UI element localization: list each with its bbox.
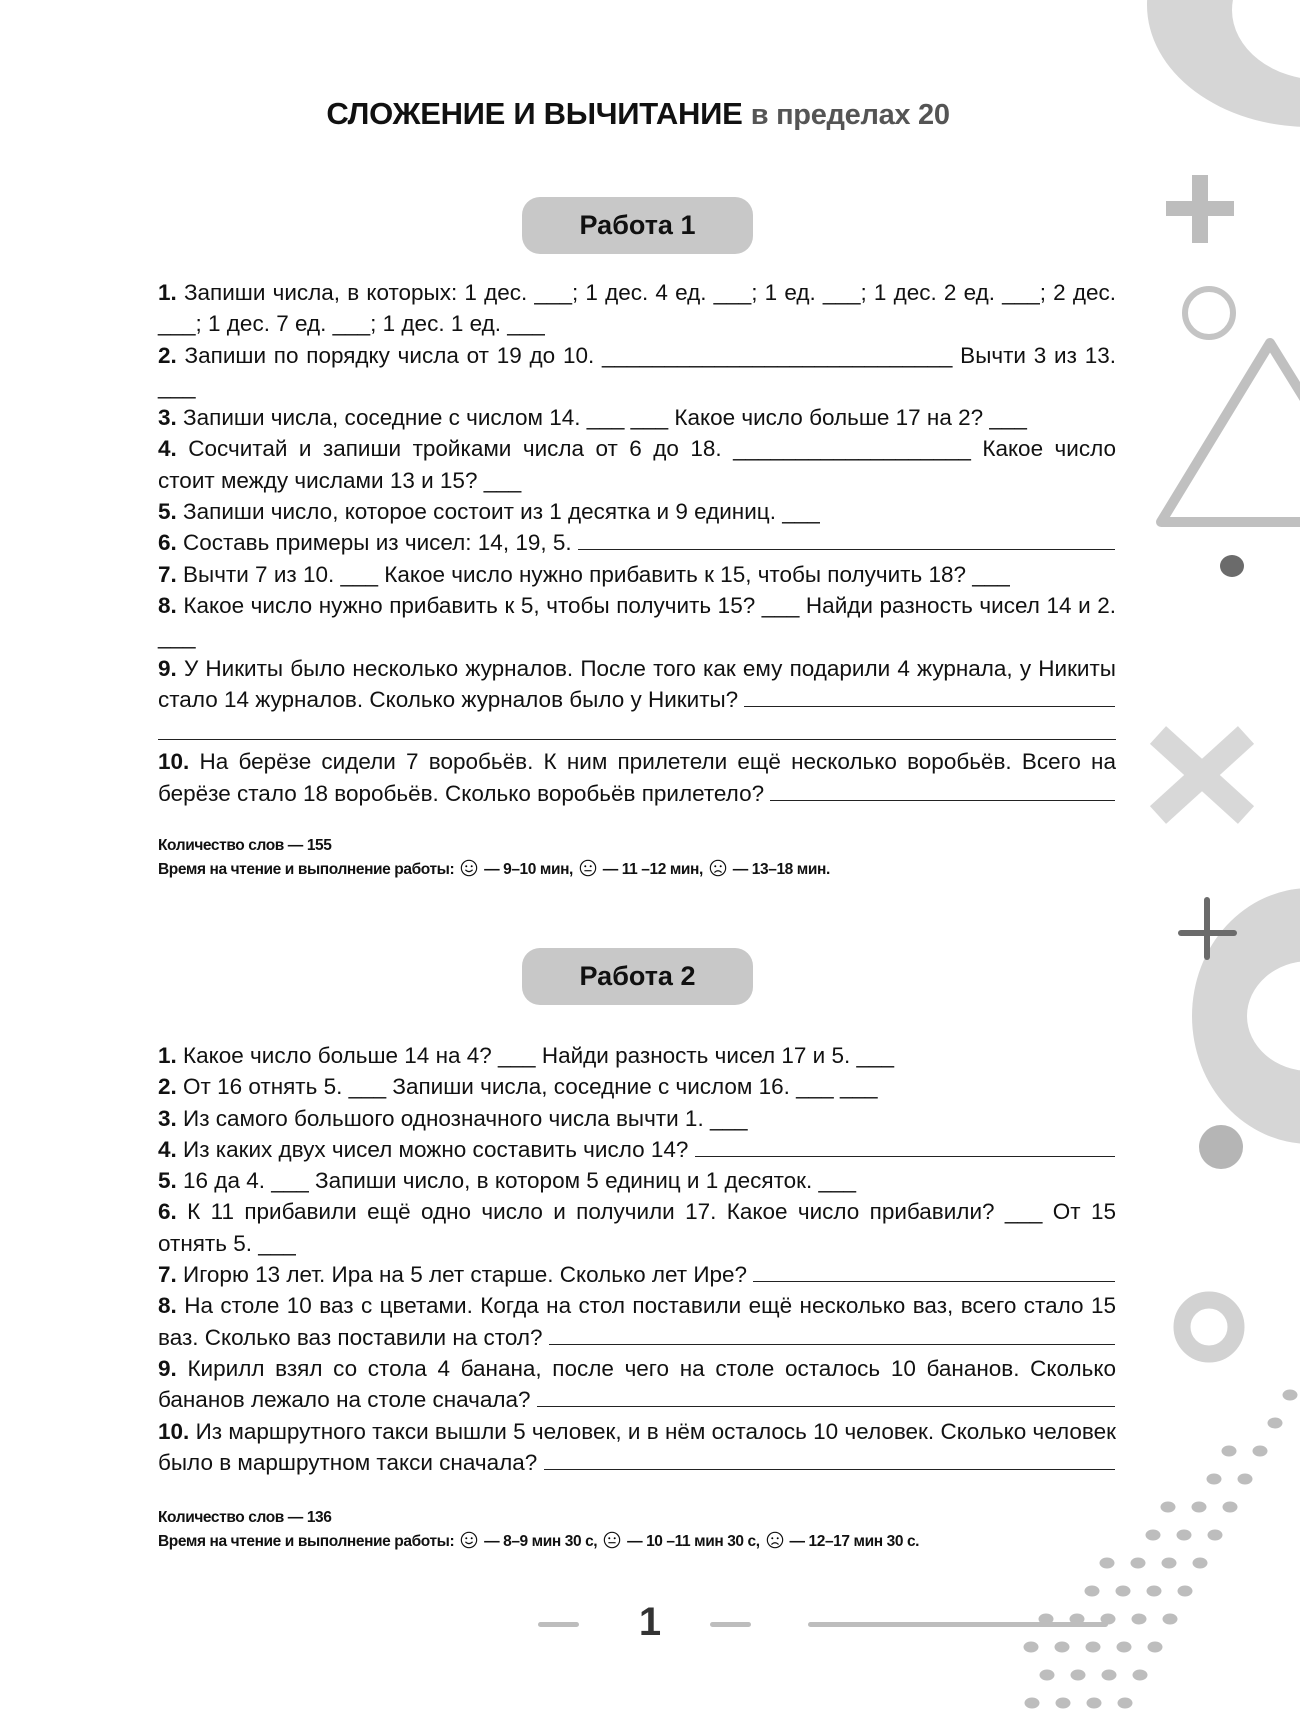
dot — [1207, 1474, 1222, 1485]
dot — [1086, 1642, 1101, 1653]
answer-blank[interactable] — [770, 799, 1115, 801]
gray-dot-icon — [1199, 1125, 1243, 1169]
dot — [1133, 1670, 1148, 1681]
dot — [1163, 1614, 1178, 1625]
dot — [1132, 1614, 1147, 1625]
time-mid: — 11 –12 мин, — [602, 861, 703, 878]
dot — [1147, 1586, 1162, 1597]
page-line-right — [710, 1622, 751, 1627]
dot — [1162, 1558, 1177, 1569]
task-text: Запиши числа, соседние с числом 14. ___ ___ Какое число больше 17 на 2? ___ — [183, 405, 1027, 431]
dot — [1283, 1390, 1298, 1401]
task-item — [158, 590, 1116, 653]
task-text: Запиши числа, в которых: 1 дес. ___; 1 дес. 4 ед. ___; 1 ед. ___; 1 дес. 2 ед. ___; 2 дес. ___; 1 дес. 7 ед. ___; 1 дес. 1 ед. ___ — [158, 280, 1116, 337]
task-text: К 11 прибавили ещё одно число и получили 17. Какое число прибавили? ___ От 15 отнять 5. ___ — [158, 1199, 1116, 1256]
plus-icon — [1166, 175, 1234, 243]
small-ring-icon — [1185, 289, 1233, 337]
task-item — [158, 653, 1116, 716]
dot — [1148, 1642, 1163, 1653]
time-good: — 8–9 мин 30 с, — [484, 1533, 598, 1550]
dot — [1208, 1530, 1223, 1541]
work-1-footer — [158, 834, 830, 882]
task-number: 3. — [158, 405, 177, 431]
time-label: Время на чтение и выполнение работы: — [158, 1533, 455, 1550]
dot — [1223, 1502, 1238, 1513]
task-item — [158, 1103, 1116, 1134]
task-item — [158, 1165, 1116, 1196]
task-item — [158, 277, 1116, 340]
task-text: От 16 отнять 5. ___ Запиши числа, соседние с числом 16. ___ ___ — [183, 1074, 878, 1100]
task-number: 3. — [158, 1105, 177, 1131]
task-number: 6. — [158, 1199, 177, 1225]
time-info — [158, 858, 830, 882]
task-text: Запиши по порядку числа от 19 до 10. ____________________________ Вычти 3 из 13. ___ — [158, 342, 1116, 399]
dot — [1131, 1558, 1146, 1569]
task-item — [158, 1416, 1116, 1479]
title-main: СЛОЖЕНИЕ И ВЫЧИТАНИЕ — [326, 96, 743, 131]
task-number: 9. — [158, 1355, 177, 1381]
smiley-happy-icon — [460, 1531, 478, 1549]
small-ring-lower-icon — [1182, 1300, 1236, 1354]
task-text: Какое число больше 14 на 4? ___ Найди разность чисел 17 и 5. ___ — [183, 1043, 895, 1068]
page-line-left — [538, 1622, 579, 1627]
smiley-neutral-icon — [603, 1531, 621, 1549]
task-item — [158, 496, 1116, 527]
task-text: Из самого большого однозначного числа вычти 1. ___ — [183, 1105, 748, 1131]
answer-blank[interactable] — [695, 1155, 1115, 1157]
answer-blank[interactable] — [544, 1468, 1115, 1470]
task-number: 7. — [158, 1262, 177, 1288]
work-2-tasks — [158, 1040, 1116, 1478]
task-number: 6. — [158, 530, 177, 556]
answer-blank[interactable] — [578, 548, 1115, 550]
dot — [1268, 1418, 1283, 1429]
task-text: 16 да 4. ___ Запиши число, в котором 5 единиц и 1 десяток. ___ — [183, 1168, 857, 1194]
task-text: Сосчитай и запиши тройками числа от 6 до 18. ___________________ Какое число стоит между числами 13 и 15? ___ — [158, 436, 1116, 493]
dot — [1193, 1558, 1208, 1569]
task-item — [158, 746, 1116, 809]
time-bad: — 12–17 мин 30 с. — [789, 1533, 920, 1550]
dot — [1100, 1558, 1115, 1569]
smiley-sad-icon — [766, 1531, 784, 1549]
task-item — [158, 527, 1116, 558]
word-count: Количество слов — 136 — [158, 1509, 332, 1526]
dot — [1177, 1530, 1192, 1541]
work-1-tasks — [158, 277, 1116, 809]
task-number: 2. — [158, 1074, 177, 1100]
answer-blank[interactable] — [744, 705, 1115, 707]
dot — [1040, 1670, 1055, 1681]
task-text: Запиши число, которое состоит из 1 десятка и 9 единиц. ___ — [183, 499, 820, 525]
work-2-footer — [158, 1506, 919, 1554]
task-number: 5. — [158, 499, 177, 525]
smiley-sad-icon — [709, 859, 727, 877]
task-item — [158, 340, 1116, 403]
task-number: 10. — [158, 1418, 190, 1444]
dot — [1085, 1586, 1100, 1597]
task-item — [158, 1134, 1116, 1165]
cross-icon — [1158, 735, 1246, 815]
task-text: Составь примеры из чисел: 14, 19, 5. — [183, 530, 572, 556]
answer-blank[interactable] — [549, 1343, 1115, 1345]
dot — [1118, 1698, 1133, 1709]
task-text: Вычти 7 из 10. ___ Какое число нужно прибавить к 15, чтобы получить 18? ___ — [183, 561, 1010, 587]
task-number: 8. — [158, 592, 177, 618]
dot — [1192, 1502, 1207, 1513]
time-info — [158, 1530, 919, 1554]
dot — [1055, 1642, 1070, 1653]
time-label: Время на чтение и выполнение работы: — [158, 861, 455, 878]
task-item — [158, 1040, 1116, 1071]
title-sub: в пределах 20 — [750, 99, 950, 131]
task-number: 2. — [158, 342, 177, 368]
dot — [1024, 1642, 1039, 1653]
dot — [1161, 1502, 1176, 1513]
dot — [1238, 1474, 1253, 1485]
task-item — [158, 559, 1116, 590]
task-number: 5. — [158, 1168, 177, 1194]
dot — [1117, 1642, 1132, 1653]
task-text: На столе 10 ваз с цветами. Когда на стол поставили ещё несколько ваз, всего стало 15 ваз. Сколько ваз поставили на стол? — [158, 1293, 1116, 1350]
task-number: 1. — [158, 1043, 177, 1068]
task-number: 10. — [158, 749, 190, 775]
time-good: — 9–10 мин, — [484, 861, 573, 878]
dot — [1102, 1670, 1117, 1681]
task-item — [158, 433, 1116, 496]
page-line-long — [808, 1622, 1108, 1627]
answer-blank[interactable] — [537, 1405, 1115, 1407]
task-number: 7. — [158, 561, 177, 587]
task-item — [158, 402, 1116, 433]
task-number: 4. — [158, 436, 177, 462]
task-text: Игорю 13 лет. Ира на 5 лет старше. Сколько лет Ире? — [183, 1262, 748, 1288]
task-number: 4. — [158, 1136, 177, 1162]
answer-blank[interactable] — [753, 1280, 1115, 1282]
task-text: Из маршрутного такси вышли 5 человек, и в нём осталось 10 человек. Сколько человек было в маршрутном такси сначала? — [158, 1418, 1116, 1475]
triangle-icon — [1161, 343, 1300, 522]
task-text: Какое число нужно прибавить к 5, чтобы получить 15? ___ Найди разность чисел 14 и 2. ___ — [158, 592, 1116, 650]
task-item — [158, 1196, 1116, 1259]
task-item — [158, 1290, 1116, 1353]
page-title — [0, 96, 1276, 132]
dot — [1253, 1446, 1268, 1457]
dot — [1071, 1670, 1086, 1681]
dot — [1025, 1698, 1040, 1709]
task-item — [158, 1259, 1116, 1290]
dot — [1056, 1698, 1071, 1709]
dot — [1146, 1530, 1161, 1541]
task-number: 9. — [158, 655, 177, 681]
time-mid: — 10 –11 мин 30 с, — [627, 1533, 760, 1550]
word-count: Количество слов — 155 — [158, 837, 332, 854]
task-number: 8. — [158, 1293, 177, 1319]
dot — [1178, 1586, 1193, 1597]
task-number: 1. — [158, 280, 177, 305]
task-text: Кирилл взял со стола 4 банана, после чего на столе осталось 10 бананов. Сколько бананов лежало на столе сначала? — [158, 1355, 1116, 1413]
task-text: У Никиты было несколько журналов. После того как ему подарили 4 журнала, у Никиты стало 14 журналов. Сколько журналов было у Никиты? — [158, 655, 1116, 712]
time-bad: — 13–18 мин. — [732, 861, 830, 878]
task-item — [158, 1353, 1116, 1416]
task-text: На берёзе сидели 7 воробьёв. К ним прилетели ещё несколько воробьёв. Всего на берёзе стало 18 воробьёв. Сколько воробьёв прилетело? — [158, 749, 1116, 806]
page-number: 1 — [638, 1600, 662, 1644]
answer-line[interactable] — [158, 709, 1116, 740]
task-item — [158, 1071, 1116, 1102]
smiley-happy-icon — [460, 859, 478, 877]
work-2-label: Работа 2 — [522, 948, 753, 1005]
dark-dot-icon — [1220, 555, 1244, 577]
smiley-neutral-icon — [579, 859, 597, 877]
dot — [1116, 1586, 1131, 1597]
dot — [1087, 1698, 1102, 1709]
task-text: Из каких двух чисел можно составить число 14? — [183, 1136, 689, 1162]
dot — [1222, 1446, 1237, 1457]
work-1-label: Работа 1 — [522, 197, 753, 254]
